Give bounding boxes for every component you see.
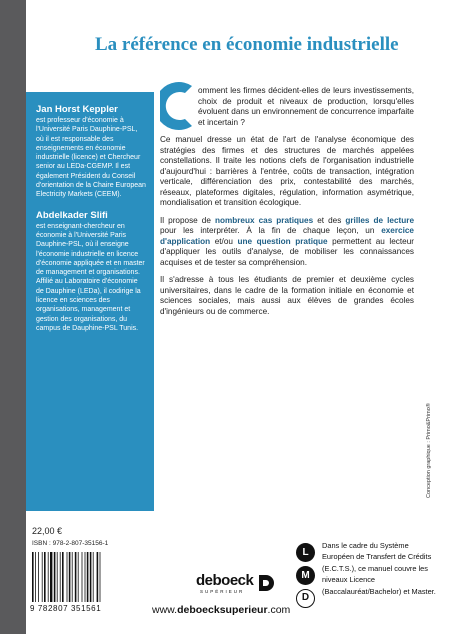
barcode-bar (69, 552, 71, 602)
logo-d-icon (258, 574, 274, 592)
website-bold: deboecksuperieur (177, 604, 268, 616)
barcode-number: 9 782807 351561 (30, 604, 102, 613)
barcode-bar (42, 552, 43, 602)
description (160, 86, 414, 324)
design-credit: Conception graphique : Primo&Primo® (426, 403, 432, 498)
barcode-bar (87, 552, 89, 602)
barcode-bar (44, 552, 46, 602)
website-link[interactable] (152, 604, 290, 616)
lmd-badges (296, 543, 316, 612)
lmd-badge-d: D (296, 589, 315, 608)
barcode-bar (67, 552, 68, 602)
barcode-bar (93, 552, 94, 602)
barcode-bar (97, 552, 99, 602)
barcode-bar (38, 552, 39, 602)
p3-text: permettent au lecteur d'appliquer les outils d'analyse, de mobiliser les connaissances acquises et de tester sa compréhension. (160, 236, 414, 267)
lmd-text: Dans le cadre du Système Européen de Transfert de Crédits (E.C.T.S.), ce manuel couvre les niveaux Licence (Baccalauréat/Bachelor) et Master. (322, 541, 436, 596)
barcode-bar (82, 552, 83, 602)
spine-bar (0, 0, 26, 634)
paragraph-4: Il s'adresse à tous les étudiants de premier et deuxième cycles universitaires, dans le cadre de la formation initiale en économie et sciences sociales, mais aussi aux élèves de grandes écoles d'ingénieurs ou de commerce. (160, 275, 414, 316)
barcode-bar (72, 552, 73, 602)
barcode-bar (100, 552, 101, 602)
author-bio: est enseignant-chercheur en économie à l'Université Paris Dauphine-PSL, où il enseigne l'économie industrielle en licence d'économie appliquée et en master de management et organisations. Affilié au Laboratoire d'économie de Dauphine (LEDa), il codirige la licence en sciences des organisations, management et gestion des organisations, du campus de Dauphine-PSL Tunis. (36, 222, 145, 332)
intro-text: omment les firmes décident-elles de leurs investissements, choix de produit et niveaux de production, lorsqu'elles évoluent dans un environnement de concurrence imparfaite et incertain ? (198, 86, 414, 127)
barcode (30, 552, 112, 604)
logo-main: deboeck (196, 572, 254, 589)
paragraph-3 (160, 216, 414, 269)
p3-highlight: nombreux cas pratiques (214, 215, 314, 225)
barcode-bar (62, 552, 64, 602)
barcode-bar (54, 552, 56, 602)
website-prefix: www. (152, 604, 178, 616)
barcode-bar (85, 552, 86, 602)
p3-text: et des (313, 215, 346, 225)
price: 22,00 € (32, 526, 63, 536)
barcode-bar (35, 552, 36, 602)
cover-title: La référence en économie industrielle (95, 34, 399, 55)
barcode-bar (78, 552, 79, 602)
barcode-bar (60, 552, 61, 602)
website-suffix: .com (267, 604, 291, 616)
p3-highlight: une question pratique (237, 236, 328, 246)
p3-text: pour les interpréter. À la fin de chaque leçon, un (160, 226, 382, 235)
barcode-bar (75, 552, 77, 602)
authors-panel (26, 92, 154, 511)
author-name: Abdelkader Slifi (36, 209, 108, 221)
lmd-badge-m: M (296, 566, 315, 585)
barcode-bar (48, 552, 49, 602)
p3-text: et/ou (210, 236, 238, 246)
p3-highlight: grilles de lecture (345, 215, 414, 225)
intro-paragraph (160, 86, 414, 128)
barcode-bar (32, 552, 34, 602)
paragraph-2: Ce manuel dresse un état de l'art de l'analyse économique des stratégies des firmes et des structures de marchés appelées constellations. Il traite les notions clefs de l'organisation industrielle d'aujourd'hui : barrières à l'entrée, coûts de transaction, intégration verticale, différenciation des prix, contestabilité des marchés, réseaux, plateformes digitales, régulation, information asymétrique, mondialisation et transition écologique. (160, 135, 414, 207)
barcode-bar (90, 552, 92, 602)
publisher-logo (196, 572, 276, 598)
lmd-badge-l: L (296, 543, 315, 562)
p3-text: Il propose de (160, 215, 215, 225)
barcode-bar (50, 552, 52, 602)
logo-sub: SUPÉRIEUR (200, 589, 245, 594)
author-bio: est professeur d'économie à l'Université Paris Dauphine-PSL, où il est responsable des enseignements en économie industrielle (licence) et Chercheur senior au LEDa-CGEMP. Il est également Président du Conseil d'orientation de la Chaire European Electricity Markets (CEEM). (36, 117, 146, 199)
isbn: ISBN : 978-2-807-35156-1 (32, 540, 109, 547)
author-name: Jan Horst Keppler (36, 104, 118, 115)
p3-highlight: exercice d'application (160, 226, 414, 246)
barcode-bar (57, 552, 58, 602)
